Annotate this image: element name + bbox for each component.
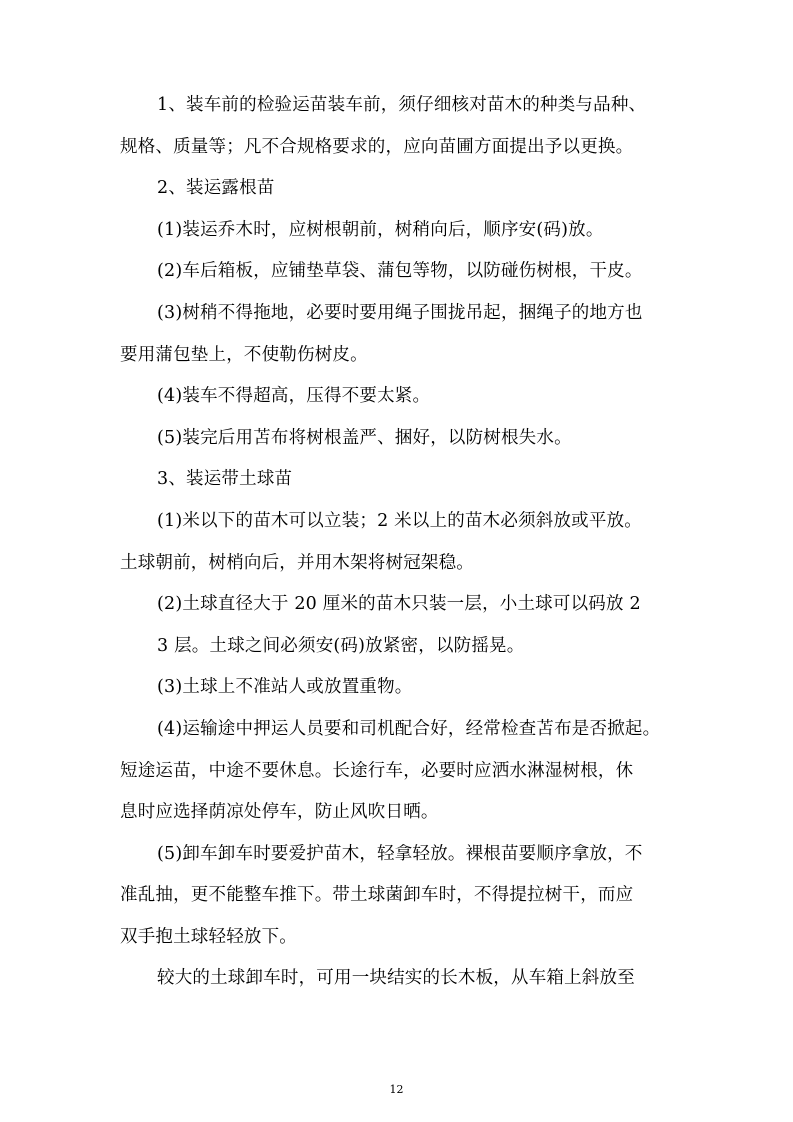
paragraph-line: (5)卸车卸车时要爱护苗木，轻拿轻放。裸根苗要顺序拿放，不 bbox=[157, 843, 643, 864]
paragraph-line: (3)树稍不得拖地，必要时要用绳子围拢吊起，捆绳子的地方也 bbox=[157, 302, 643, 323]
paragraph-line: 1、装车前的检验运苗装车前，须仔细核对苗木的种类与品种、 bbox=[157, 95, 647, 115]
paragraph-line: (1)米以下的苗木可以立装；2 米以上的苗木必须斜放或平放。 bbox=[157, 510, 642, 531]
paragraph-line: (5)装完后用苫布将树根盖严、捆好，以防树根失水。 bbox=[157, 427, 572, 448]
document-body bbox=[120, 92, 680, 1007]
paragraph-line: 规格、质量等；凡不合规格要求的，应向苗圃方面提出予以更换。 bbox=[120, 136, 634, 157]
paragraph-line: (4)装车不得超高，压得不要太紧。 bbox=[157, 386, 431, 407]
paragraph-line: 较大的土球卸车时，可用一块结实的长木板，从车箱上斜放至 bbox=[157, 968, 635, 989]
section-heading: 3、装运带土球苗 bbox=[157, 469, 293, 490]
paragraph-line: (4)运输途中押运人员要和司机配合好，经常检查苫布是否掀起。 bbox=[157, 718, 661, 739]
paragraph-line: (3)土球上不准站人或放置重物。 bbox=[157, 677, 413, 698]
paragraph-line: 双手抱土球轻轻放下。 bbox=[120, 926, 297, 947]
paragraph-line: 土球朝前，树梢向后，并用木架将树冠架稳。 bbox=[120, 552, 474, 573]
paragraph-line: 要用蒲包垫上，不使勒伤树皮。 bbox=[120, 344, 368, 365]
paragraph-line: 息时应选择荫凉处停车，防止风吹日晒。 bbox=[120, 802, 439, 823]
page-number: 12 bbox=[389, 1083, 404, 1096]
paragraph-line: (2)土球直径大于 20 厘米的苗木只装一层，小土球可以码放 2 bbox=[157, 594, 641, 615]
paragraph-line: (2)车后箱板，应铺垫草袋、蒲包等物，以防碰伤树根，干皮。 bbox=[157, 261, 643, 282]
paragraph-line: 3 层。土球之间必须安(码)放紧密，以防摇晃。 bbox=[157, 635, 525, 656]
paragraph-line: 准乱抽，更不能整车推下。带土球菌卸车时，不得提拉树干，而应 bbox=[120, 885, 634, 906]
paragraph-line: (1)装运乔木时，应树根朝前，树稍向后，顺序安(码)放。 bbox=[157, 219, 604, 240]
paragraph-line: 短途运苗，中途不要休息。长途行车，必要时应洒水淋湿树根，休 bbox=[120, 760, 634, 781]
section-heading: 2、装运露根苗 bbox=[157, 178, 275, 199]
